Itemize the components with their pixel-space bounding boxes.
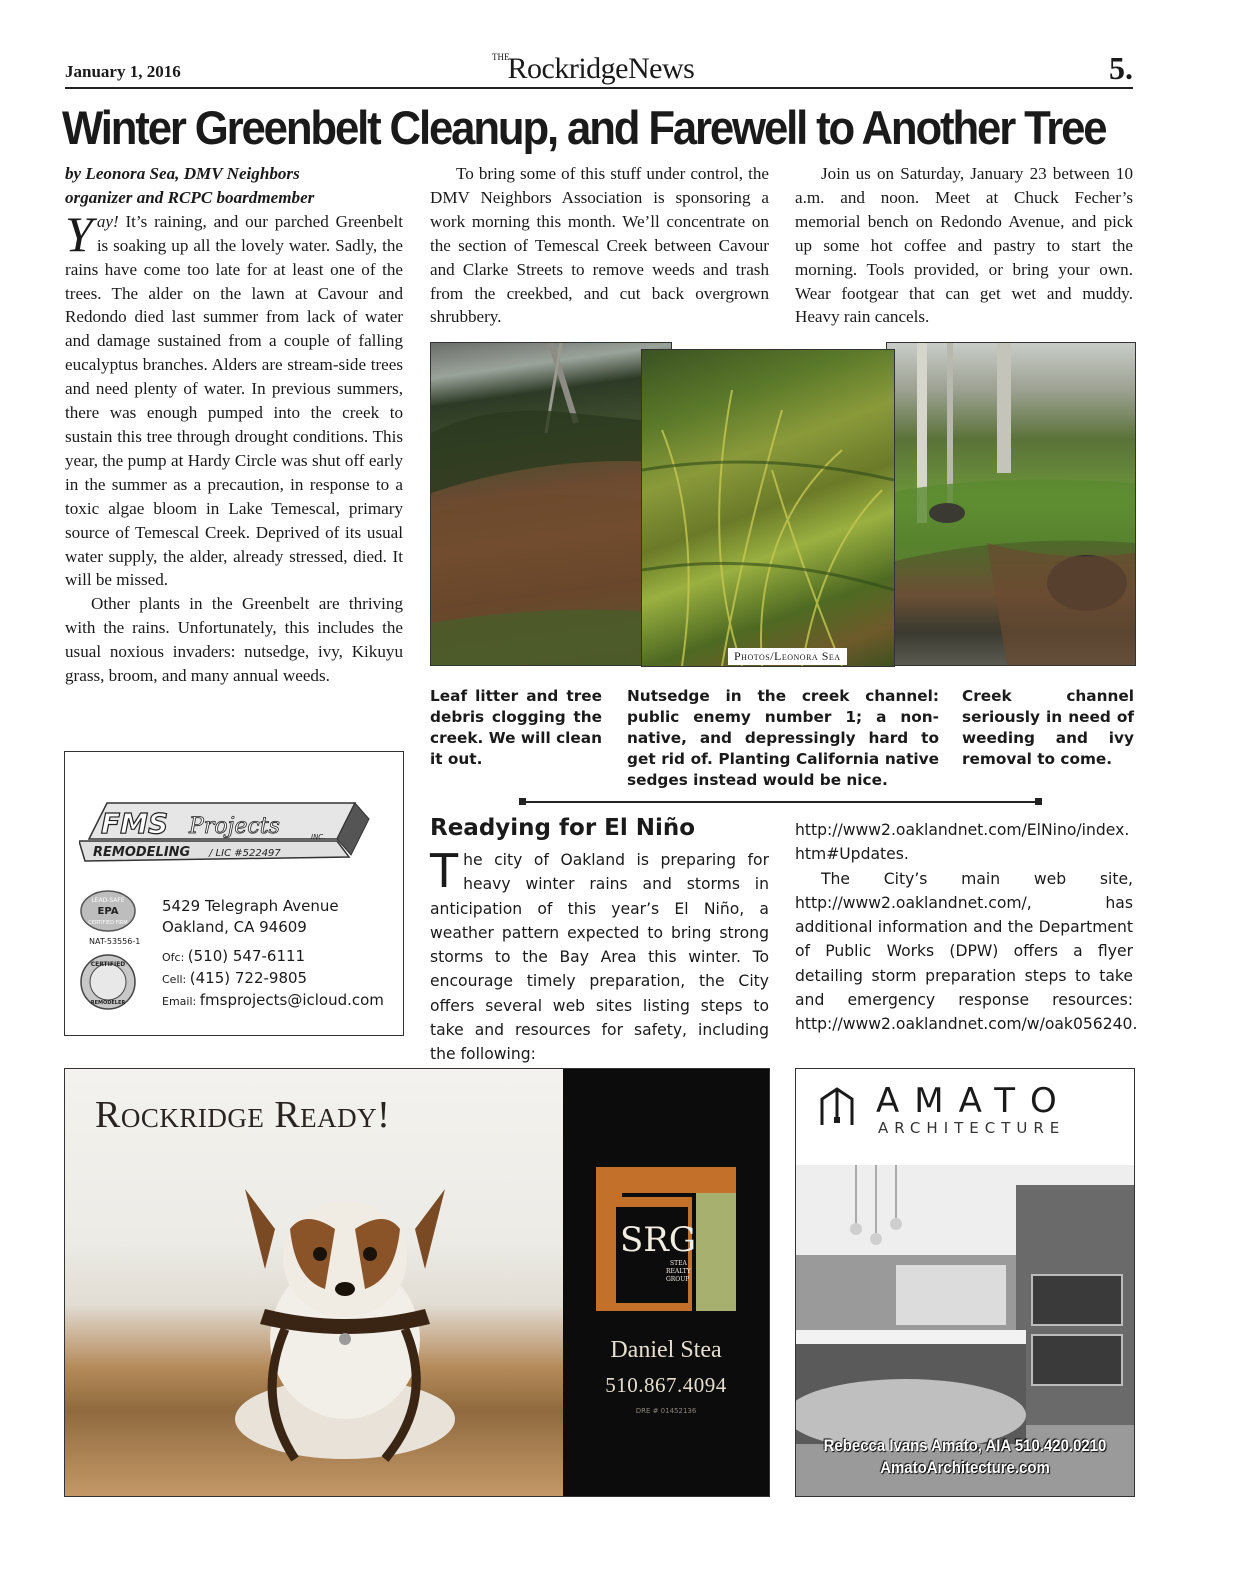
caption-2: Nutsedge in the creek channel: public enemy number 1; a non-native, and depressingly hard to get rid of. Planting California native sedges instead would be nice. [627,687,939,789]
srg-logo-sub: GROUP [666,1276,690,1283]
value: (510) 547-6111 [187,947,306,965]
fms-address-line-2: Oakland, CA 94609 [162,918,307,936]
elnino-paragraph-1 [430,844,769,1067]
badge-text: EPA [97,906,119,917]
elnino-column-1 [430,844,769,1067]
photo-creek-channel [886,342,1136,666]
drop-cap: Y [65,205,93,262]
article-column-2 [430,162,769,329]
amato-website[interactable]: AmatoArchitecture.com [880,1458,1050,1477]
elnino-column-2 [795,818,1138,1037]
badge-id: NAT-53556-1 [89,937,141,946]
dog-photo [65,1069,565,1496]
byline-line-1: by Leonora Sea, DMV Neighbors [65,164,300,183]
page-number: 5. [1109,50,1133,86]
article-paragraph-3: To bring some of this stuff under control, the DMV Neighbors Association is sponsoring a work morning this month. We’ll concentrate on the section of Temescal Creek between Cavour and Clarke Streets to remove weeds and trash from the creekbed, and cut back overgrown shrubbery. [430,164,769,327]
elnino-paragraph-3: The City’s main web site, http://www2.oaklandnet.com/, has additional information and the Department of Public Works (DPW) offers a flyer detailing storm preparation steps to take and emergency response resources: http://www2.oaklandnet.com/w/oak056240. [795,869,1138,1034]
srg-logo-sub: REALTY [666,1268,691,1275]
article-column-1 [65,162,403,688]
lead-safe-badge-icon [79,889,137,933]
article-paragraph-4: Join us on Saturday, January 23 between 10 a.m. and noon. Meet at Chuck Fecher’s memorial bench on Redondo Avenue, and pick up some hot coffee and pastry to start the morning. Tools provided, or bring your own. Wear footgear that can get wet and muddy. Heavy rain cancels. [795,164,1133,327]
value: fmsprojects@icloud.com [199,991,384,1009]
byline-line-2: organizer and RCPC boardmember [65,187,315,207]
value: (415) 722-9805 [189,969,308,987]
article-paragraph-1 [65,205,403,593]
fms-logo-sub: REMODELING [93,845,191,860]
fms-logo-main: FMS [101,807,169,840]
srg-logo-sub: STEA [670,1260,687,1267]
realtor-name: Daniel Stea [610,1337,722,1363]
fms-cell-phone [162,967,307,991]
label: Email: [162,995,200,1008]
badge-text: CERTIFIED [90,961,126,968]
fms-logo-script: Projects [189,814,280,839]
badge-text: LEAD-SAFE [91,897,125,904]
fms-logo-inc: INC. [311,833,326,841]
headline: Winter Greenbelt Cleanup, and Farewell to Another Tree [62,101,1106,154]
photo-leaf-litter [430,342,672,666]
rockridge-ready-title: Rockridge Ready! [95,1094,391,1136]
drop-cap: T [430,844,459,898]
amato-sub: ARCHITECTURE [878,1119,1066,1137]
label: Ofc: [162,951,188,964]
issue-date: January 1, 2016 [65,62,181,81]
elnino-link-updates[interactable]: http://www2.oaklandnet.com/ElNino/index.htm#Updates. [795,821,1130,864]
caption-3: Creek channel seriously in need of weeding and ivy removal to come. [962,687,1134,768]
badge-text: CERTIFIED FIRM [88,920,128,926]
fms-address-line-1: 5429 Telegraph Avenue [162,897,339,915]
caption-1: Leaf litter and tree debris clogging the creek. We will clean it out. [430,687,602,768]
amato-mark-icon [820,1087,854,1127]
divider-end-left [519,798,526,805]
photo-nutsedge [641,349,895,667]
realtor-phone: 510.867.4094 [605,1373,727,1397]
fms-email [162,989,384,1013]
label: Cell: [162,973,190,986]
amato-contact [816,1435,1113,1479]
photo-credit: Photos/Leonora Sea [728,648,847,665]
article-paragraph-2: Other plants in the Greenbelt are thriving with the rains. Unfortunately, this includes the usual noxious invaders: nutsedge, ivy, Kikuyu grass, broom, and many annual weeds. [65,594,403,686]
badge-text: REMODELER [90,1000,126,1006]
dog-icon [215,1169,475,1469]
lead-word: ay! [96,211,119,231]
amato-name: AMATO [876,1081,1072,1121]
amato-contact-line-1: Rebecca Ivans Amato, AIA 510.420.0210 [823,1436,1107,1455]
realtor-license: DRE # 01452136 [635,1407,697,1415]
certified-remodeler-badge-icon [79,952,137,1012]
amato-architecture-ad [795,1068,1135,1497]
srg-logo [596,1167,736,1311]
elnino-title: Readying for El Niño [430,815,696,841]
divider-end-right [1035,798,1042,805]
article-column-3 [795,162,1133,329]
srg-logo-letters: SRG [620,1220,697,1260]
section-divider [521,801,1041,803]
realtor-panel [563,1069,769,1496]
masthead [490,52,694,86]
fms-projects-ad [64,751,404,1036]
fms-logo-lic: / LIC #522497 [209,848,281,859]
rockridge-ready-ad [64,1068,770,1497]
header-rule [65,87,1133,89]
byline [65,162,403,210]
paragraph-text: he city of Oakland is preparing for heavy winter rains and storms in anticipation of this year’s El Niño, a weather pattern expected to bring strong storms to the Bay Area this winter. To encourage timely preparation, the City offers several web sites listing steps to take and resources for safety, including the following: [430,851,769,1064]
masthead-the: THE [492,52,510,62]
fms-office-phone [162,945,305,969]
paragraph-text: It’s raining, and our parched Greenbelt is soaking up all the lovely water. Sadly, the rains have come too late for at least one of the trees. The alder on the lawn at Cavour and Redondo died last summer from lack of water and damage sustained from a couple of falling eucalyptus branches. Alders are stream-side trees and need plenty of water. In previous summers, there was enough pumped into the creek to sustain this tree through drought conditions. This year, the pump at Hardy Circle was shut off early in the summer as a precaution, in response to a toxic algae bloom in Lake Temescal, primary source of Temescal Creek. Deprived of its usual water supply, the alder, already stressed, died. It will be missed. [65,211,403,590]
masthead-name: RockridgeNews [507,52,695,85]
amato-logo-area [796,1069,1134,1165]
fms-logo [79,789,375,871]
